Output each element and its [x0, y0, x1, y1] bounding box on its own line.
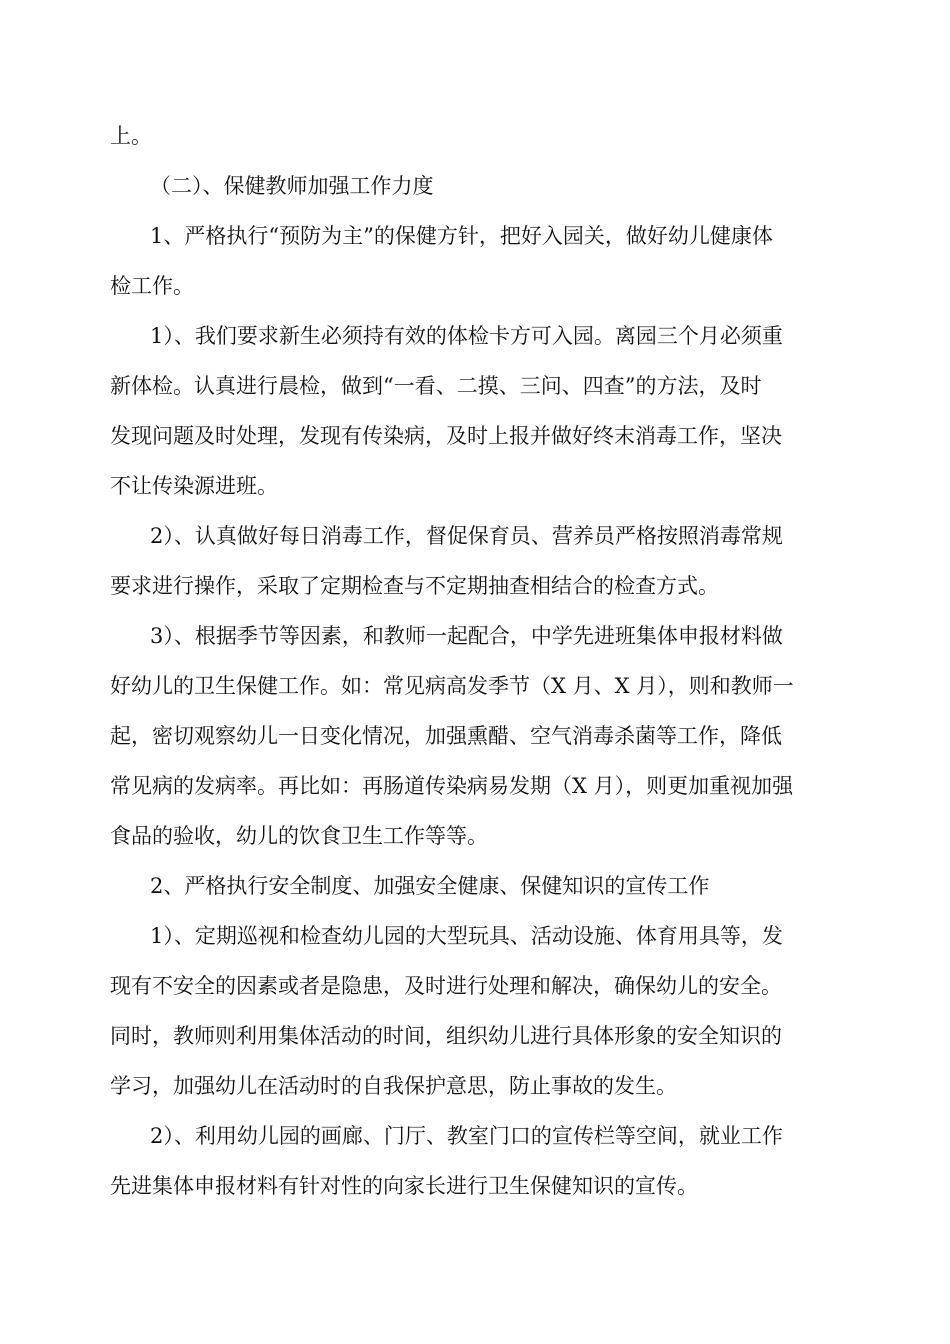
text-line: 上。 [110, 124, 152, 148]
section-heading: （二）、保健教师加强工作力度 [150, 174, 434, 198]
text-line: 先进集体申报材料有针对性的向家长进行卫生保健知识的宣传。 [110, 1174, 698, 1198]
text-line: 1）、定期巡视和检查幼儿园的大型玩具、活动设施、体育用具等，发 [150, 924, 783, 948]
text-line: 2）、认真做好每日消毒工作，督促保育员、营养员严格按照消毒常规 [150, 524, 783, 548]
text-line: 1）、我们要求新生必须持有效的体检卡方可入园。离园三个月必须重 [150, 324, 783, 348]
text-line: 新体检。认真进行晨检，做到“一看、二摸、三问、四查”的方法，及时 [110, 374, 762, 398]
text-line: 食品的验收，幼儿的饮食卫生工作等等。 [110, 824, 488, 848]
text-line: 学习，加强幼儿在活动时的自我保护意思，防止事故的发生。 [110, 1074, 677, 1098]
text-line: 同时，教师则利用集体活动的时间，组织幼儿进行具体形象的安全知识的 [110, 1024, 782, 1048]
text-line: 3）、根据季节等因素，和教师一起配合，中学先进班集体申报材料做 [150, 624, 783, 648]
text-line: 起，密切观察幼儿一日变化情况，加强熏醋、空气消毒杀菌等工作，降低 [110, 724, 782, 748]
text-line: 2）、利用幼儿园的画廊、门厅、教室门口的宣传栏等空间，就业工作 [150, 1124, 783, 1148]
text-line: 不让传染源进班。 [110, 474, 278, 498]
text-line: 发现问题及时处理，发现有传染病，及时上报并做好终末消毒工作，坚决 [110, 424, 782, 448]
text-line: 2、严格执行安全制度、加强安全健康、保健知识的宣传工作 [150, 874, 710, 898]
text-line: 要求进行操作，采取了定期检查与不定期抽查相结合的检查方式。 [110, 574, 719, 598]
text-line: 检工作。 [110, 274, 194, 298]
text-line: 现有不安全的因素或者是隐患，及时进行处理和解决，确保幼儿的安全。 [110, 974, 782, 998]
text-line: 常见病的发病率。再比如：再肠道传染病易发期（X 月），则更加重视加强 [110, 774, 794, 798]
text-line: 1、严格执行“预防为主”的保健方针，把好入园关，做好幼儿健康体 [150, 224, 773, 248]
text-line: 好幼儿的卫生保健工作。如：常见病高发季节（X 月、X 月），则和教师一 [110, 674, 794, 698]
